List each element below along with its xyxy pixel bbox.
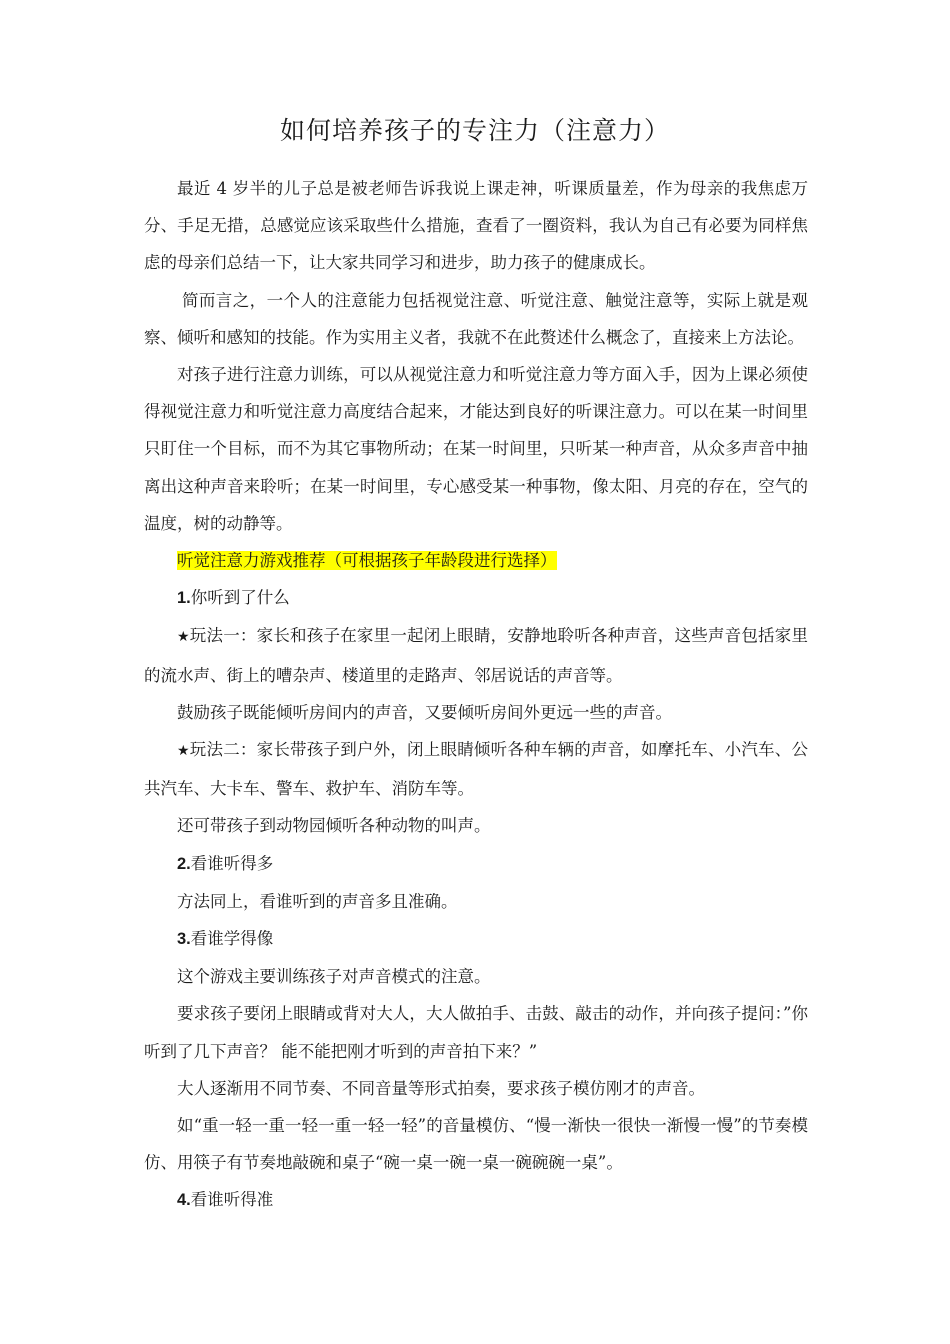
star-icon: ★ <box>177 629 190 646</box>
item-title: 看谁听得准 <box>190 1190 274 1210</box>
play-method-text: 玩法二：家长带孩子到户外，闭上眼睛倾听各种车辆的声音，如摩托车、小汽车、公共汽车、大卡车、警车、救护车、消防车等。 <box>144 740 808 799</box>
paragraph-adult: 大人逐渐用不同节奏、不同音量等形式拍奏，要求孩子模仿刚才的声音。 <box>177 1078 705 1098</box>
highlighted-heading: 听觉注意力游戏推荐（可根据孩子年龄段进行选择） <box>177 551 557 571</box>
item-number: 2. <box>177 854 191 873</box>
item-title: 你听到了什么 <box>190 588 290 608</box>
document-body <box>144 170 808 1220</box>
star-icon: ★ <box>177 743 190 760</box>
play-method-one <box>144 617 808 693</box>
paragraph-summary: 简而言之，一个人的注意能力包括视觉注意、听觉注意、触觉注意等，实际上就是观察、倾听和感知的技能。作为实用主义者，我就不在此赘述什么概念了，直接来上方法论。 <box>144 290 808 347</box>
list-item-heading <box>144 1181 808 1219</box>
document-title: 如何培养孩子的专注力（注意力） <box>279 116 670 145</box>
paragraph-encourage: 鼓励孩子既能倾听房间内的声音，又要倾听房间外更远一些的声音。 <box>177 702 672 722</box>
item-number: 4. <box>177 1191 191 1210</box>
list-item-heading <box>144 845 808 883</box>
item-number: 1. <box>177 589 191 608</box>
section-heading <box>144 542 808 579</box>
paragraph-intro: 最近 4 岁半的儿子总是被老师告诉我说上课走神，听课质量差，作为母亲的我焦虑万分、手足无措，总感觉应该采取些什么措施，查看了一圈资料，我认为自己有必要为同样焦虑的母亲们总结一下，让大家共同学习和进步，助力孩子的健康成长。 <box>144 179 808 273</box>
list-item-heading <box>144 579 808 617</box>
paragraph-zoo: 还可带孩子到动物园倾听各种动物的叫声。 <box>177 816 491 836</box>
item-title: 看谁学得像 <box>190 929 274 949</box>
paragraph-training: 对孩子进行注意力训练，可以从视觉注意力和听觉注意力等方面入手，因为上课必须使得视觉注意力和听觉注意力高度结合起来，才能达到良好的听课注意力。可以在某一时间里只盯住一个目标，而不为其它事物所动；在某一时间里，只听某一种声音，从众多声音中抽离出这种声音来聆听；在某一时间里，专心感受某一种事物，像太阳、月亮的存在，空气的温度，树的动静等。 <box>144 365 808 533</box>
paragraph-example: 如“重一轻一重一轻一重一轻一轻”的音量模仿、“慢一渐快一很快一渐慢一慢”的节奏模仿、用筷子有节奏地敲碗和桌子“碗一桌一碗一桌一碗碗碗一桌”。 <box>144 1116 808 1173</box>
paragraph-game: 这个游戏主要训练孩子对声音模式的注意。 <box>177 967 491 987</box>
paragraph-same-method: 方法同上，看谁听到的声音多且准确。 <box>177 891 458 911</box>
list-item-heading <box>144 920 808 958</box>
play-method-text: 玩法一：家长和孩子在家里一起闭上眼睛，安静地聆听各种声音，这些声音包括家里的流水声、街上的嘈杂声、楼道里的走路声、邻居说话的声音等。 <box>144 626 808 685</box>
item-number: 3. <box>177 930 191 949</box>
item-title: 看谁听得多 <box>190 853 274 873</box>
play-method-two <box>144 731 808 807</box>
paragraph-require: 要求孩子要闭上眼睛或背对大人，大人做拍手、击鼓、敲击的动作，并向孩子提问：”你听到了几下声音？ 能不能把刚才听到的声音拍下来？” <box>144 1004 808 1061</box>
